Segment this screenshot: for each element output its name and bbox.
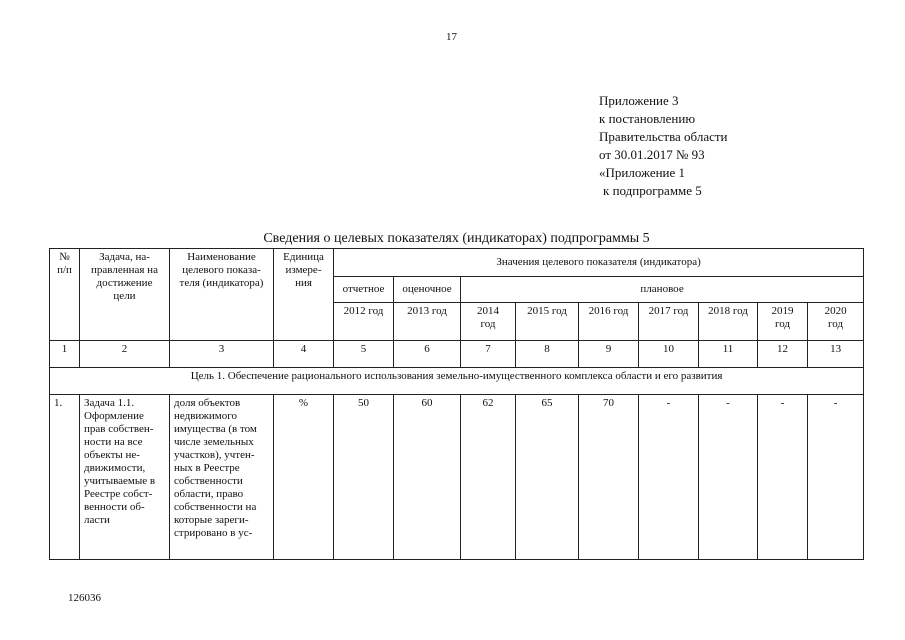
row-num: 1. <box>50 395 80 560</box>
row-value: - <box>808 395 864 560</box>
appendix-line: «Приложение 1 <box>599 165 686 180</box>
row-unit: % <box>274 395 334 560</box>
header-estimated: оценочное <box>394 277 461 303</box>
col-number: 6 <box>394 341 461 368</box>
header-year: 2012 год <box>334 303 394 341</box>
row-value: 60 <box>394 395 461 560</box>
row-value: 70 <box>579 395 639 560</box>
goal-row: Цель 1. Обеспечение рационального использования земельно-имущественного комплекса области и его развития <box>50 368 864 395</box>
header-year: 2019 год <box>758 303 808 341</box>
header-year: 2016 год <box>579 303 639 341</box>
header-values: Значения целевого показателя (индикатора) <box>334 249 864 277</box>
header-indicator-name: Наименование целевого показа- теля (индикатора) <box>170 249 274 341</box>
header-num: № п/п <box>50 249 80 341</box>
row-task: Задача 1.1. Оформление прав собствен- ности на все объекты не- движимости, учитываемые в Реестре собст- венности об- ласти <box>80 395 170 560</box>
table-title: Сведения о целевых показателях (индикаторах) подпрограммы 5 <box>263 231 650 246</box>
header-year: 2014 год <box>461 303 516 341</box>
header-task: Задача, на- правленная на достижение цели <box>80 249 170 341</box>
row-value: 65 <box>516 395 579 560</box>
appendix-line: Правительства области <box>599 129 728 144</box>
col-number: 1 <box>50 341 80 368</box>
appendix-block <box>599 92 728 200</box>
header-year: 2013 год <box>394 303 461 341</box>
col-number: 13 <box>808 341 864 368</box>
col-number: 7 <box>461 341 516 368</box>
appendix-line: Приложение 3 <box>599 93 679 108</box>
indicators-table <box>49 248 864 560</box>
col-number: 5 <box>334 341 394 368</box>
col-number: 8 <box>516 341 579 368</box>
row-indicator: доля объектов недвижимого имущества (в том числе земельных участков), учтен- ных в Реестре собственности области, право собственности на которые зареги- стрировано в ус- <box>170 395 274 560</box>
header-year: 2017 год <box>639 303 699 341</box>
row-value: - <box>758 395 808 560</box>
row-value: 50 <box>334 395 394 560</box>
page-number: 17 <box>446 31 457 43</box>
col-number: 2 <box>80 341 170 368</box>
header-unit: Единица измере- ния <box>274 249 334 341</box>
col-number: 3 <box>170 341 274 368</box>
header-reported: отчетное <box>334 277 394 303</box>
row-value: - <box>699 395 758 560</box>
col-number: 10 <box>639 341 699 368</box>
row-value: - <box>639 395 699 560</box>
col-number: 4 <box>274 341 334 368</box>
header-year: 2020 год <box>808 303 864 341</box>
document-code: 126036 <box>68 592 101 604</box>
header-year: 2018 год <box>699 303 758 341</box>
row-value: 62 <box>461 395 516 560</box>
col-number: 9 <box>579 341 639 368</box>
header-planned: плановое <box>461 277 864 303</box>
appendix-line: к подпрограмме 5 <box>603 183 702 198</box>
header-year: 2015 год <box>516 303 579 341</box>
appendix-line: к постановлению <box>599 111 696 126</box>
col-number: 12 <box>758 341 808 368</box>
appendix-line: от 30.01.2017 № 93 <box>599 147 705 162</box>
col-number: 11 <box>699 341 758 368</box>
